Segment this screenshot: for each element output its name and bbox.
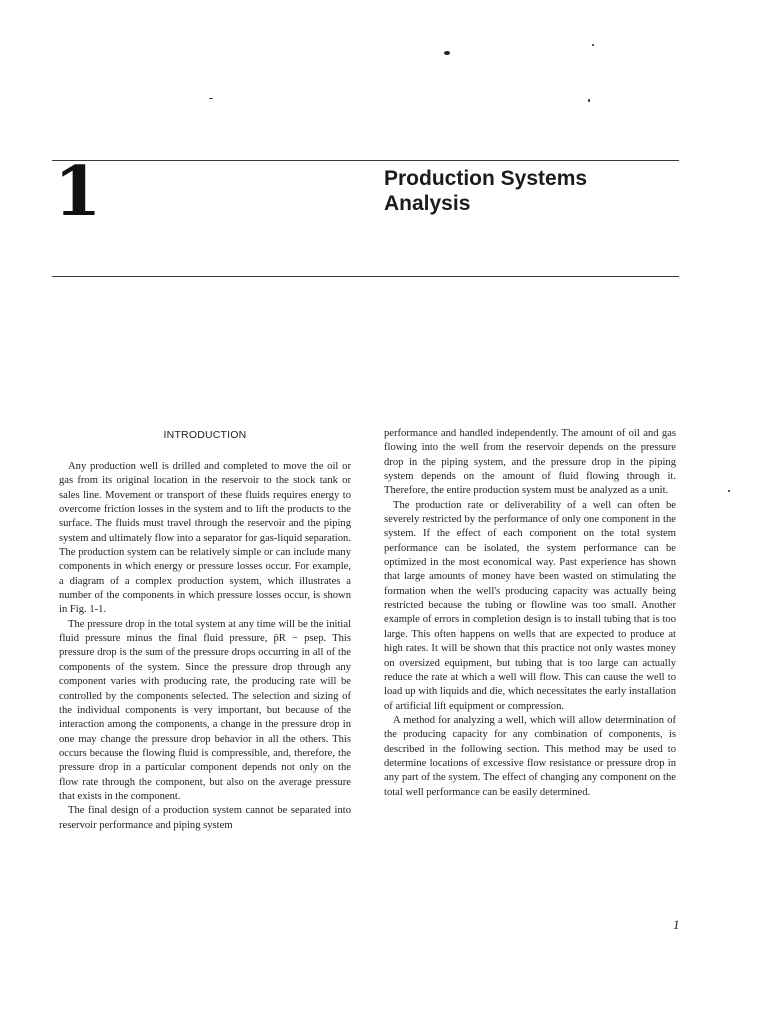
scan-speck <box>588 99 590 102</box>
left-column <box>59 428 351 833</box>
scan-speck <box>209 98 213 99</box>
section-heading: INTRODUCTION <box>163 429 247 441</box>
body-paragraph: The production rate or deliverability of a well can often be severely restricted by the performance of only one component in the system. If the effect of each component on the total system performance can be isolated, the system performance can be optimized in the most economical way. Past experience has shown that large amounts of money have been wasted on stimulating the formation when the well's producing capacity was actually being restricted because the tubing or flowline was too small. Another example of errors in completion design is to install tubing that is too large. This often happens on wells that are expected to produce at high rates. It will be shown that this practice not only wastes money on oversized equipment, but tubing that is too large can actually reduce the rate at which a well will flow. This can cause the well to load up with liquids and die, which necessitates the early installation of artificial lift equipment or compression. <box>384 499 676 712</box>
body-paragraph: Any production well is drilled and completed to move the oil or gas from its original location in the reservoir to the stock tank or sales line. Movement or transport of these fluids requires energy to overcome friction losses in the system and to lift the products to the surface. The fluids must travel through the reservoir and the piping system and ultimately flow into a separator for gas-liquid separation. The production system can be relatively simple or can include many components in which energy or pressure losses occur. For example, a diagram of a complex production system, which illustrates a number of the components in which pressure losses occur, is shown in Fig. 1-1. <box>59 461 351 616</box>
scan-speck <box>444 51 450 55</box>
chapter-title-line-2: Analysis <box>384 192 471 215</box>
body-paragraph: performance and handled independently. The amount of oil and gas flowing into the well from the reservoir depends on the pressure drop in the piping system, and the pressure drop in the piping system depends on the amount of fluid flowing through it. Therefore, the entire production system must be analyzed as a unit. <box>384 428 676 497</box>
page-number: 1 <box>673 917 680 932</box>
body-paragraph: A method for analyzing a well, which will allow determination of the producing capacity for any combination of components, is described in the following section. This method may be used to determine locations of excessive flow resistance or pressure drop in any part of the system. The effect of changing any component on the total well performance can be easily determined. <box>384 714 676 798</box>
body-paragraph: The final design of a production system cannot be separated into reservoir performance and piping system <box>59 805 351 831</box>
header-rule-bottom <box>52 276 679 277</box>
chapter-number: 1 <box>54 152 102 232</box>
scan-speck <box>592 44 594 46</box>
header-rule-top <box>52 160 679 161</box>
chapter-title-line-1: Production Systems <box>384 167 588 190</box>
right-column <box>384 427 676 800</box>
scan-speck <box>728 490 730 492</box>
body-paragraph: The pressure drop in the total system at any time will be the initial fluid pressure minus the final fluid pressure, p̄R − psep. This pressure drop is the sum of the pressure drops occurring in all of the components of the system. Since the pressure drop through any component varies with producing rate, the producing rate will be controlled by the components selected. The selection and sizing of the individual components is very important, but because of the interaction among the components, a change in the pressure drop in one may change the pressure drop behavior in all the others. This occurs because the flowing fluid is compressible, and, therefore, the pressure drop in a particular component depends not only on the flow rate through the component, but also on the average pressure that exists in the component. <box>59 618 351 802</box>
chapter-title <box>384 166 587 216</box>
